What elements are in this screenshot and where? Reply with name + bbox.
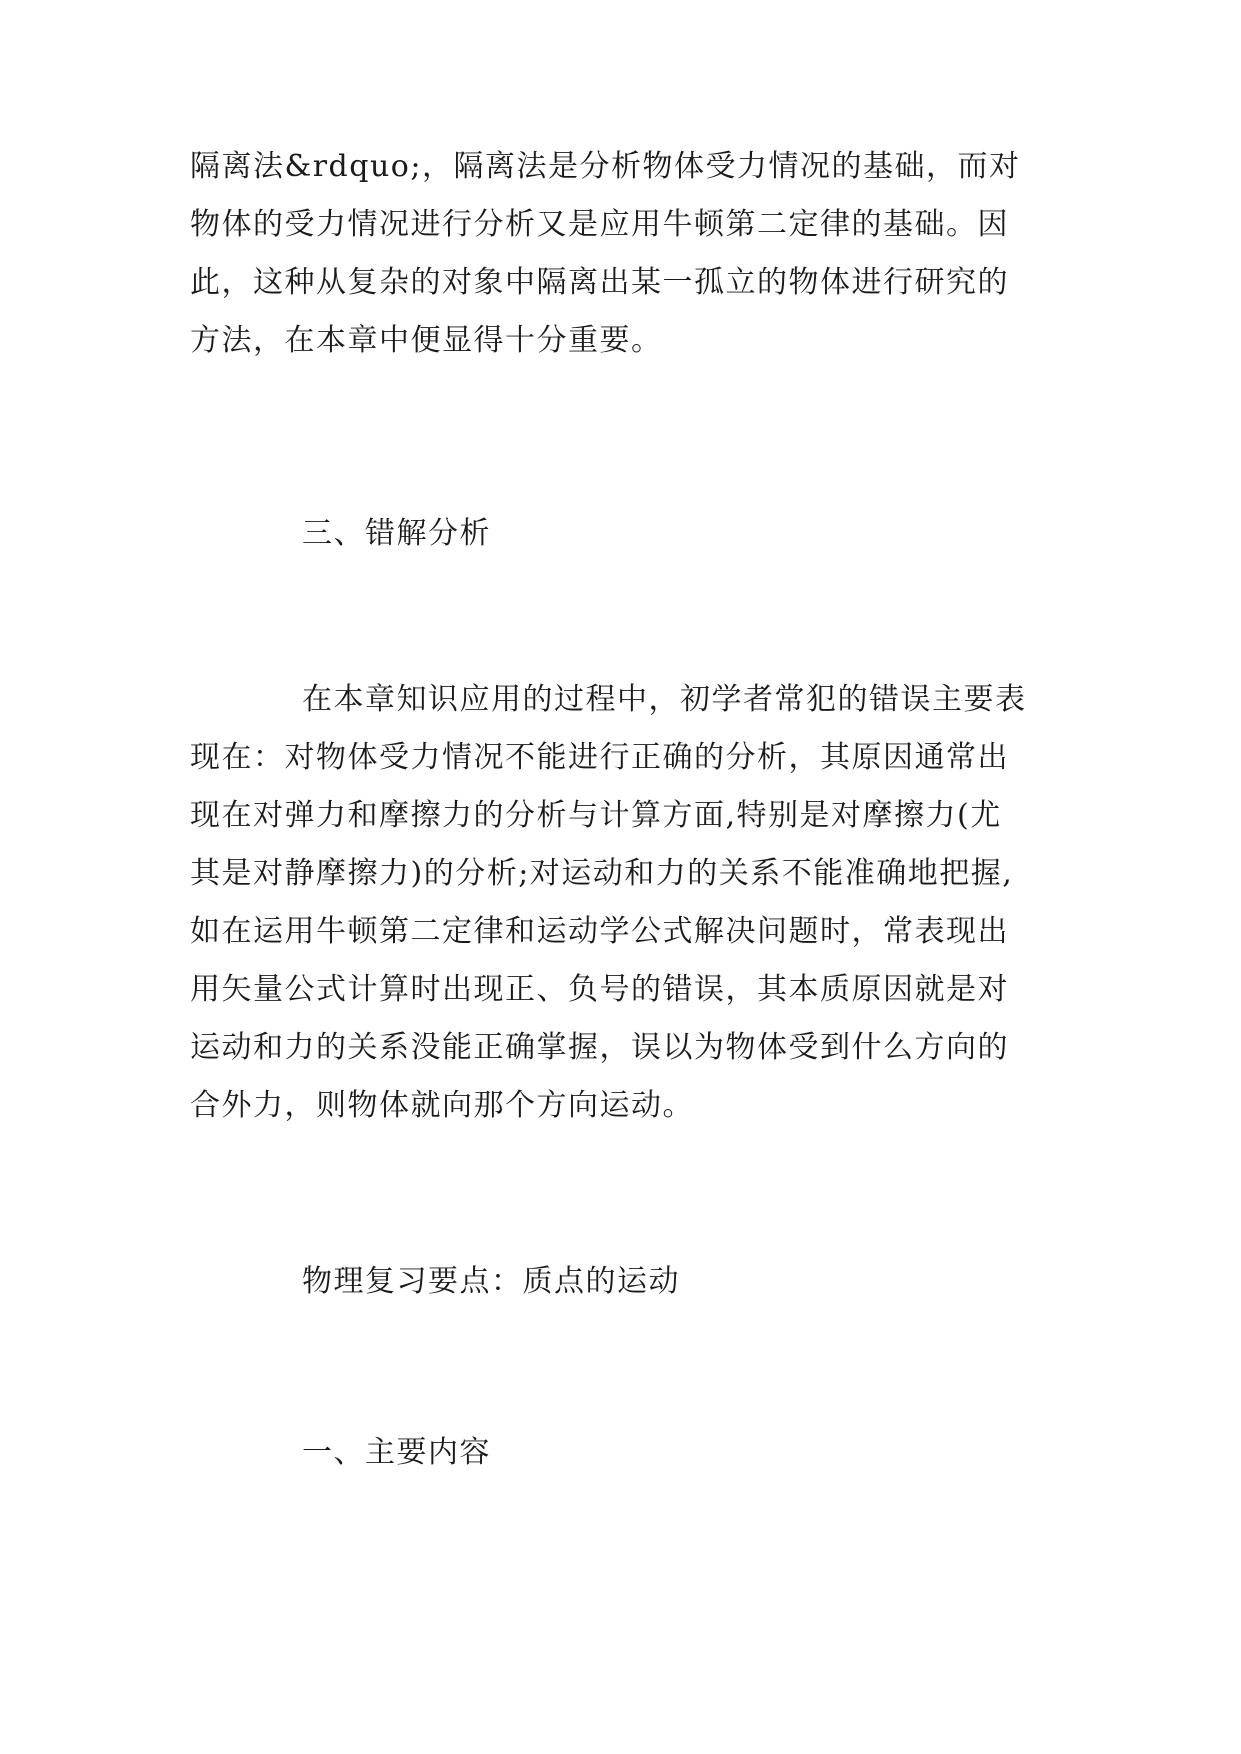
paragraph-line: 在本章知识应用的过程中，初学者常犯的错误主要表	[302, 682, 1027, 717]
section-title-particle-motion: 物理复习要点：质点的运动	[302, 1264, 680, 1299]
paragraph-line: 运动和力的关系没能正确掌握，误以为物体受到什么方向的	[190, 1030, 1009, 1065]
paragraph-line: 隔离法&rdquo;，隔离法是分析物体受力情况的基础，而对	[190, 149, 1021, 184]
paragraph-line: 用矢量公式计算时出现正、负号的错误，其本质原因就是对	[190, 972, 1009, 1007]
heading-main-content: 一、主要内容	[302, 1435, 491, 1470]
paragraph-line: 合外力，则物体就向那个方向运动。	[190, 1088, 694, 1123]
paragraph-line: 方法，在本章中便显得十分重要。	[190, 323, 663, 358]
paragraph-line: 如在运用牛顿第二定律和运动学公式解决问题时，常表现出	[190, 914, 1009, 949]
paragraph-line: 此，这种从复杂的对象中隔离出某一孤立的物体进行研究的	[190, 265, 1009, 300]
paragraph-error-analysis	[190, 671, 1050, 1135]
paragraph-line: 现在：对物体受力情况不能进行正确的分析，其原因通常出	[190, 740, 1009, 775]
paragraph-line: 物体的受力情况进行分析又是应用牛顿第二定律的基础。因	[190, 207, 1009, 242]
heading-error-analysis: 三、错解分析	[302, 516, 491, 551]
paragraph-line: 现在对弹力和摩擦力的分析与计算方面,特别是对摩擦力(尤	[190, 798, 1002, 833]
paragraph-line: 其是对静摩擦力)的分析;对运动和力的关系不能准确地把握,	[190, 856, 1014, 891]
paragraph-isolation-method	[190, 138, 1050, 370]
